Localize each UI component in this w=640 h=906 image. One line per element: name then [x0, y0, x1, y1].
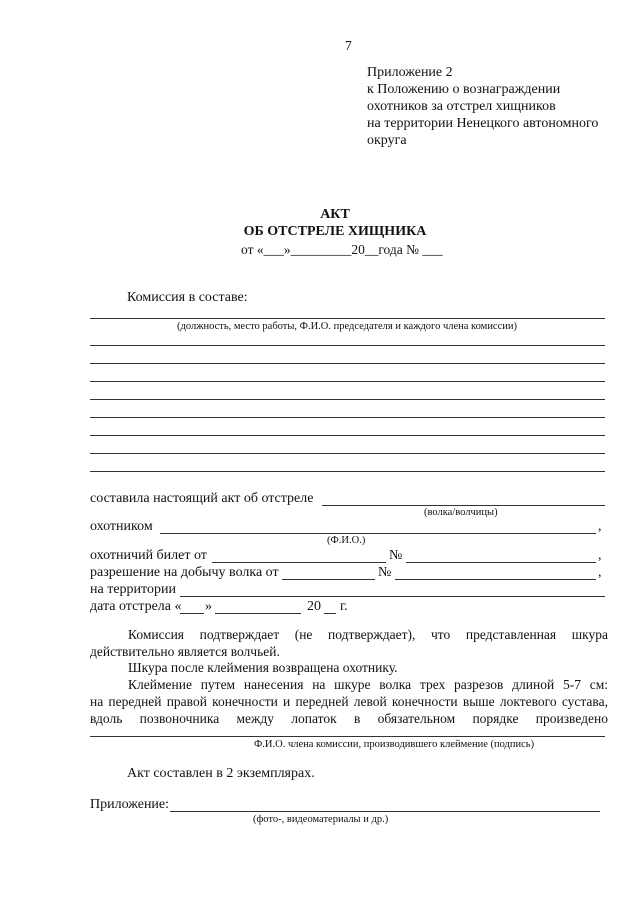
hunter-input-line[interactable] [160, 533, 596, 534]
permit-number-sign: № [378, 565, 392, 580]
shot-date-year: 20 [307, 599, 321, 614]
commission-line[interactable] [90, 417, 605, 418]
attachment-label: Приложение: [90, 797, 170, 812]
commission-line[interactable] [90, 435, 605, 436]
signature-caption: Ф.И.О. члена комиссии, производившего клеймение (подпись) [254, 739, 535, 750]
commission-label: Комиссия в составе: [127, 290, 248, 305]
territory-label: на территории [90, 582, 176, 597]
shot-date-suffix: г. [340, 599, 348, 614]
signature-line[interactable] [90, 736, 605, 737]
commission-line[interactable] [90, 345, 605, 346]
commission-line[interactable] [90, 381, 605, 382]
commission-line[interactable] [90, 453, 605, 454]
act-label: составила настоящий акт об отстреле [90, 491, 314, 506]
act-input-line[interactable] [322, 505, 605, 506]
page-number: 7 [345, 38, 352, 53]
ticket-number-line[interactable] [406, 562, 596, 563]
act-caption: (волка/волчицы) [424, 507, 498, 518]
ticket-comma: , [598, 548, 602, 563]
commission-line[interactable] [90, 399, 605, 400]
appendix-line-5: округа [367, 133, 407, 148]
para3-line2: на передней правой конечности и передней левой конечности выше локтевого сустава, [90, 694, 608, 709]
appendix-line-3: охотников за отстрел хищников [367, 99, 556, 114]
permit-number-line[interactable] [395, 579, 596, 580]
hunter-label: охотником [90, 519, 153, 534]
attachment-input-line[interactable] [170, 811, 600, 812]
appendix-line-4: на территории Ненецкого автономного [367, 116, 599, 131]
hunter-comma: , [598, 519, 602, 534]
shot-month-line[interactable] [215, 613, 301, 614]
permit-comma: , [598, 565, 602, 580]
shot-date-quote: » [205, 599, 212, 614]
commission-line[interactable] [90, 318, 605, 319]
para3-line3: вдоль позвоночника между лопаток в обязательном порядке произведено [90, 711, 608, 726]
shot-date-label: дата отстрела « [90, 599, 182, 614]
doc-title: АКТ [320, 207, 350, 222]
para3-line1: Клеймение путем нанесения на шкуре волка трех разрезов длиной 5-7 см: [128, 677, 608, 692]
copies-note: Акт составлен в 2 экземплярах. [127, 766, 315, 781]
shot-day-line[interactable] [180, 613, 204, 614]
attachment-caption: (фото-, видеоматериалы и др.) [253, 814, 389, 825]
permit-date-line[interactable] [282, 579, 375, 580]
para1-line2: действительно является волчьей. [90, 644, 280, 659]
territory-input-line[interactable] [180, 596, 605, 597]
shot-year-line[interactable] [324, 613, 336, 614]
ticket-date-line[interactable] [212, 562, 386, 563]
doc-subtitle: ОБ ОТСТРЕЛЕ ХИЩНИКА [243, 224, 427, 239]
appendix-line-1: Приложение 2 [367, 65, 453, 80]
para2: Шкура после клеймения возвращена охотнику. [128, 660, 398, 675]
commission-line[interactable] [90, 363, 605, 364]
doc-date-line: от «___»_________20__года № ___ [241, 242, 443, 257]
commission-caption: (должность, место работы, Ф.И.О. председателя и каждого члена комиссии) [177, 321, 517, 332]
para1-line1: Комиссия подтверждает (не подтверждает), что представленная шкура [128, 627, 608, 642]
permit-label: разрешение на добычу волка от [90, 565, 279, 580]
hunter-caption: (Ф.И.О.) [327, 535, 366, 546]
ticket-label: охотничий билет от [90, 548, 207, 563]
ticket-number-sign: № [389, 548, 403, 563]
appendix-line-2: к Положению о вознаграждении [367, 82, 561, 97]
commission-line[interactable] [90, 471, 605, 472]
